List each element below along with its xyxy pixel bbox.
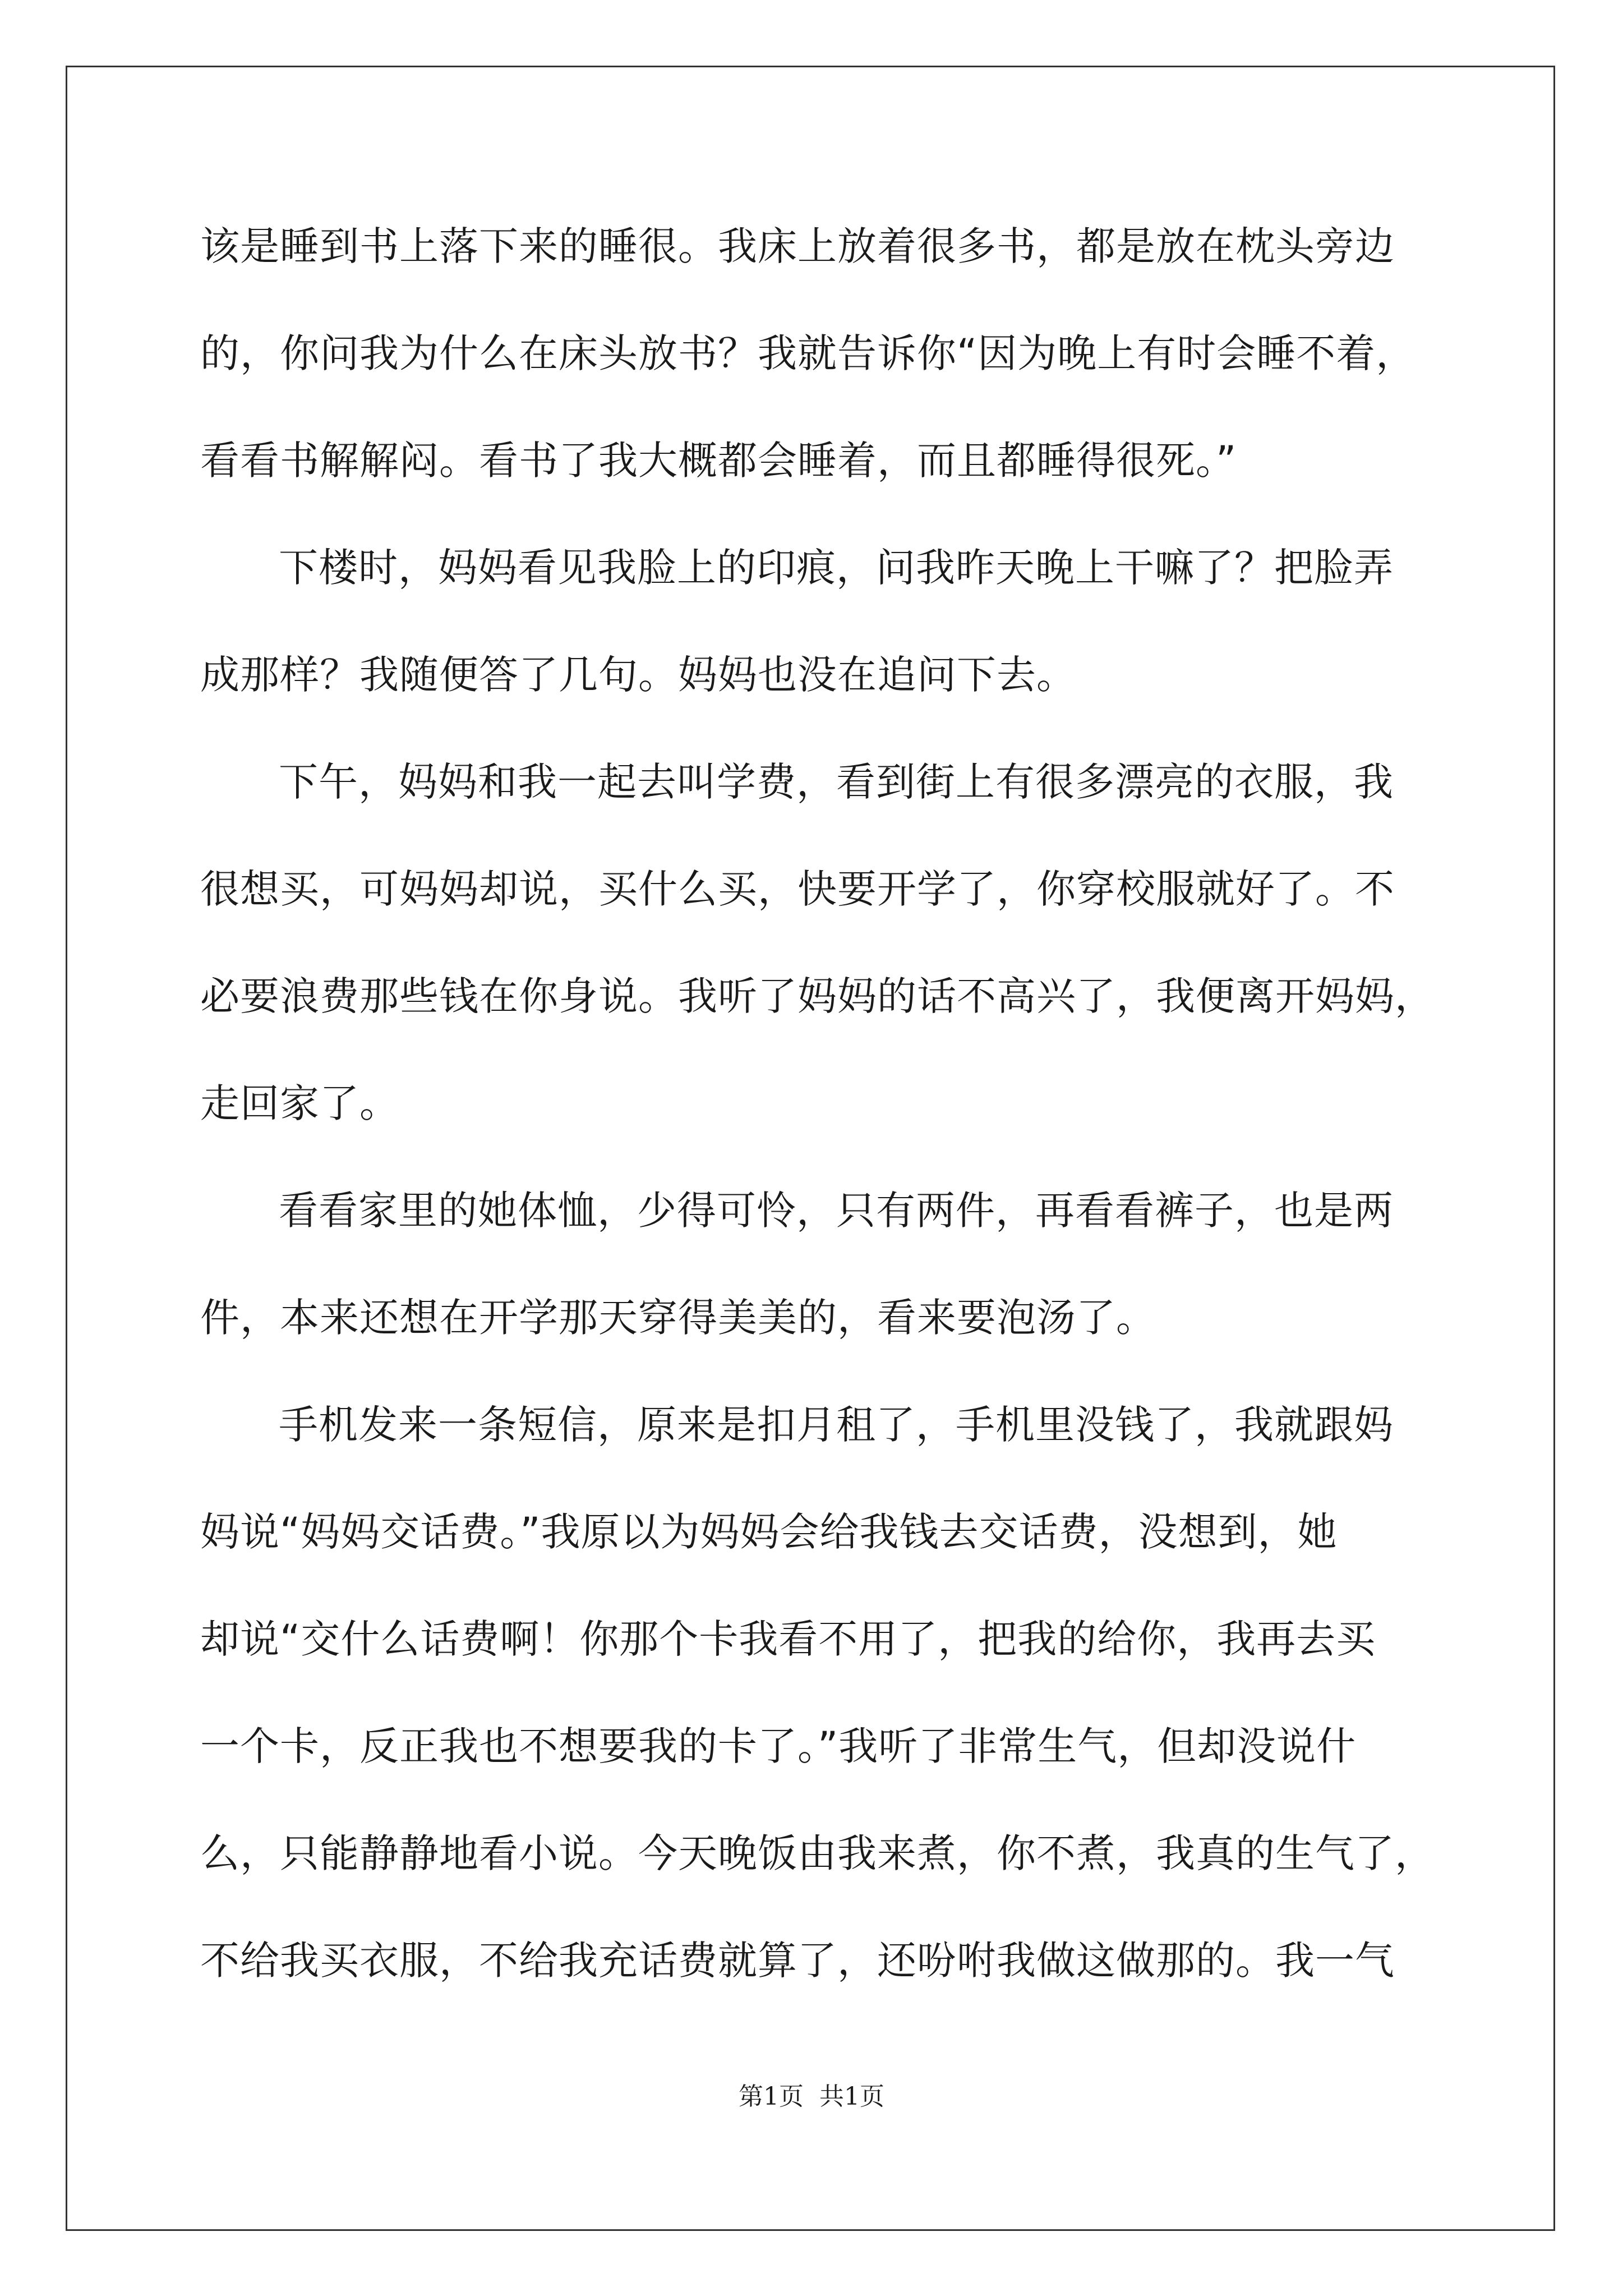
text-line: 下午，妈妈和我一起去叫学费，看到街上有很多漂亮的衣服，我 xyxy=(279,759,1394,805)
text-line: 不给我买衣服，不给我充话费就算了，还吩咐我做这做那的。我一气 xyxy=(200,1938,1395,1984)
text-line: 该是睡到书上落下来的睡很。我床上放着很多书，都是放在枕头旁边 xyxy=(200,223,1395,269)
text-line: 走回家了。 xyxy=(200,1080,399,1126)
document-body xyxy=(200,222,1435,2043)
text-line: 么，只能静静地看小说。今天晚饭由我来煮，你不煮，我真的生气了， xyxy=(200,1830,1435,1876)
text-line: 却说“交什么话费啊！你那个卡我看不用了，把我的给你，我再去买 xyxy=(200,1616,1376,1662)
text-line: 看看书解解闷。看书了我大概都会睡着，而且都睡得很死。” xyxy=(200,438,1237,484)
text-line: 必要浪费那些钱在你身说。我听了妈妈的话不高兴了，我便离开妈妈， xyxy=(200,973,1435,1019)
page-number: 第1页 共1页 xyxy=(739,2082,884,2111)
text-line: 很想买，可妈妈却说，买什么买，快要开学了，你穿校服就好了。不 xyxy=(200,866,1395,912)
text-line: 成那样？我随便答了几句。妈妈也没在追问下去。 xyxy=(200,652,1076,698)
text-line: 的，你问我为什么在床头放书？我就告诉你“因为晚上有时会睡不着， xyxy=(200,330,1416,376)
text-line: 妈说“妈妈交话费。”我原以为妈妈会给我钱去交话费，没想到，她 xyxy=(200,1509,1338,1555)
text-line: 下楼时，妈妈看见我脸上的印痕，问我昨天晚上干嘛了？把脸弄 xyxy=(279,545,1394,591)
text-line: 手机发来一条短信，原来是扣月租了，手机里没钱了，我就跟妈 xyxy=(279,1402,1394,1448)
text-line: 看看家里的她体恤，少得可怜，只有两件，再看看裤子，也是两 xyxy=(279,1188,1394,1234)
text-line: 一个卡，反正我也不想要我的卡了。”我听了非常生气，但却没说什 xyxy=(200,1723,1357,1769)
text-line: 件，本来还想在开学那天穿得美美的，看来要泡汤了。 xyxy=(200,1295,1156,1341)
